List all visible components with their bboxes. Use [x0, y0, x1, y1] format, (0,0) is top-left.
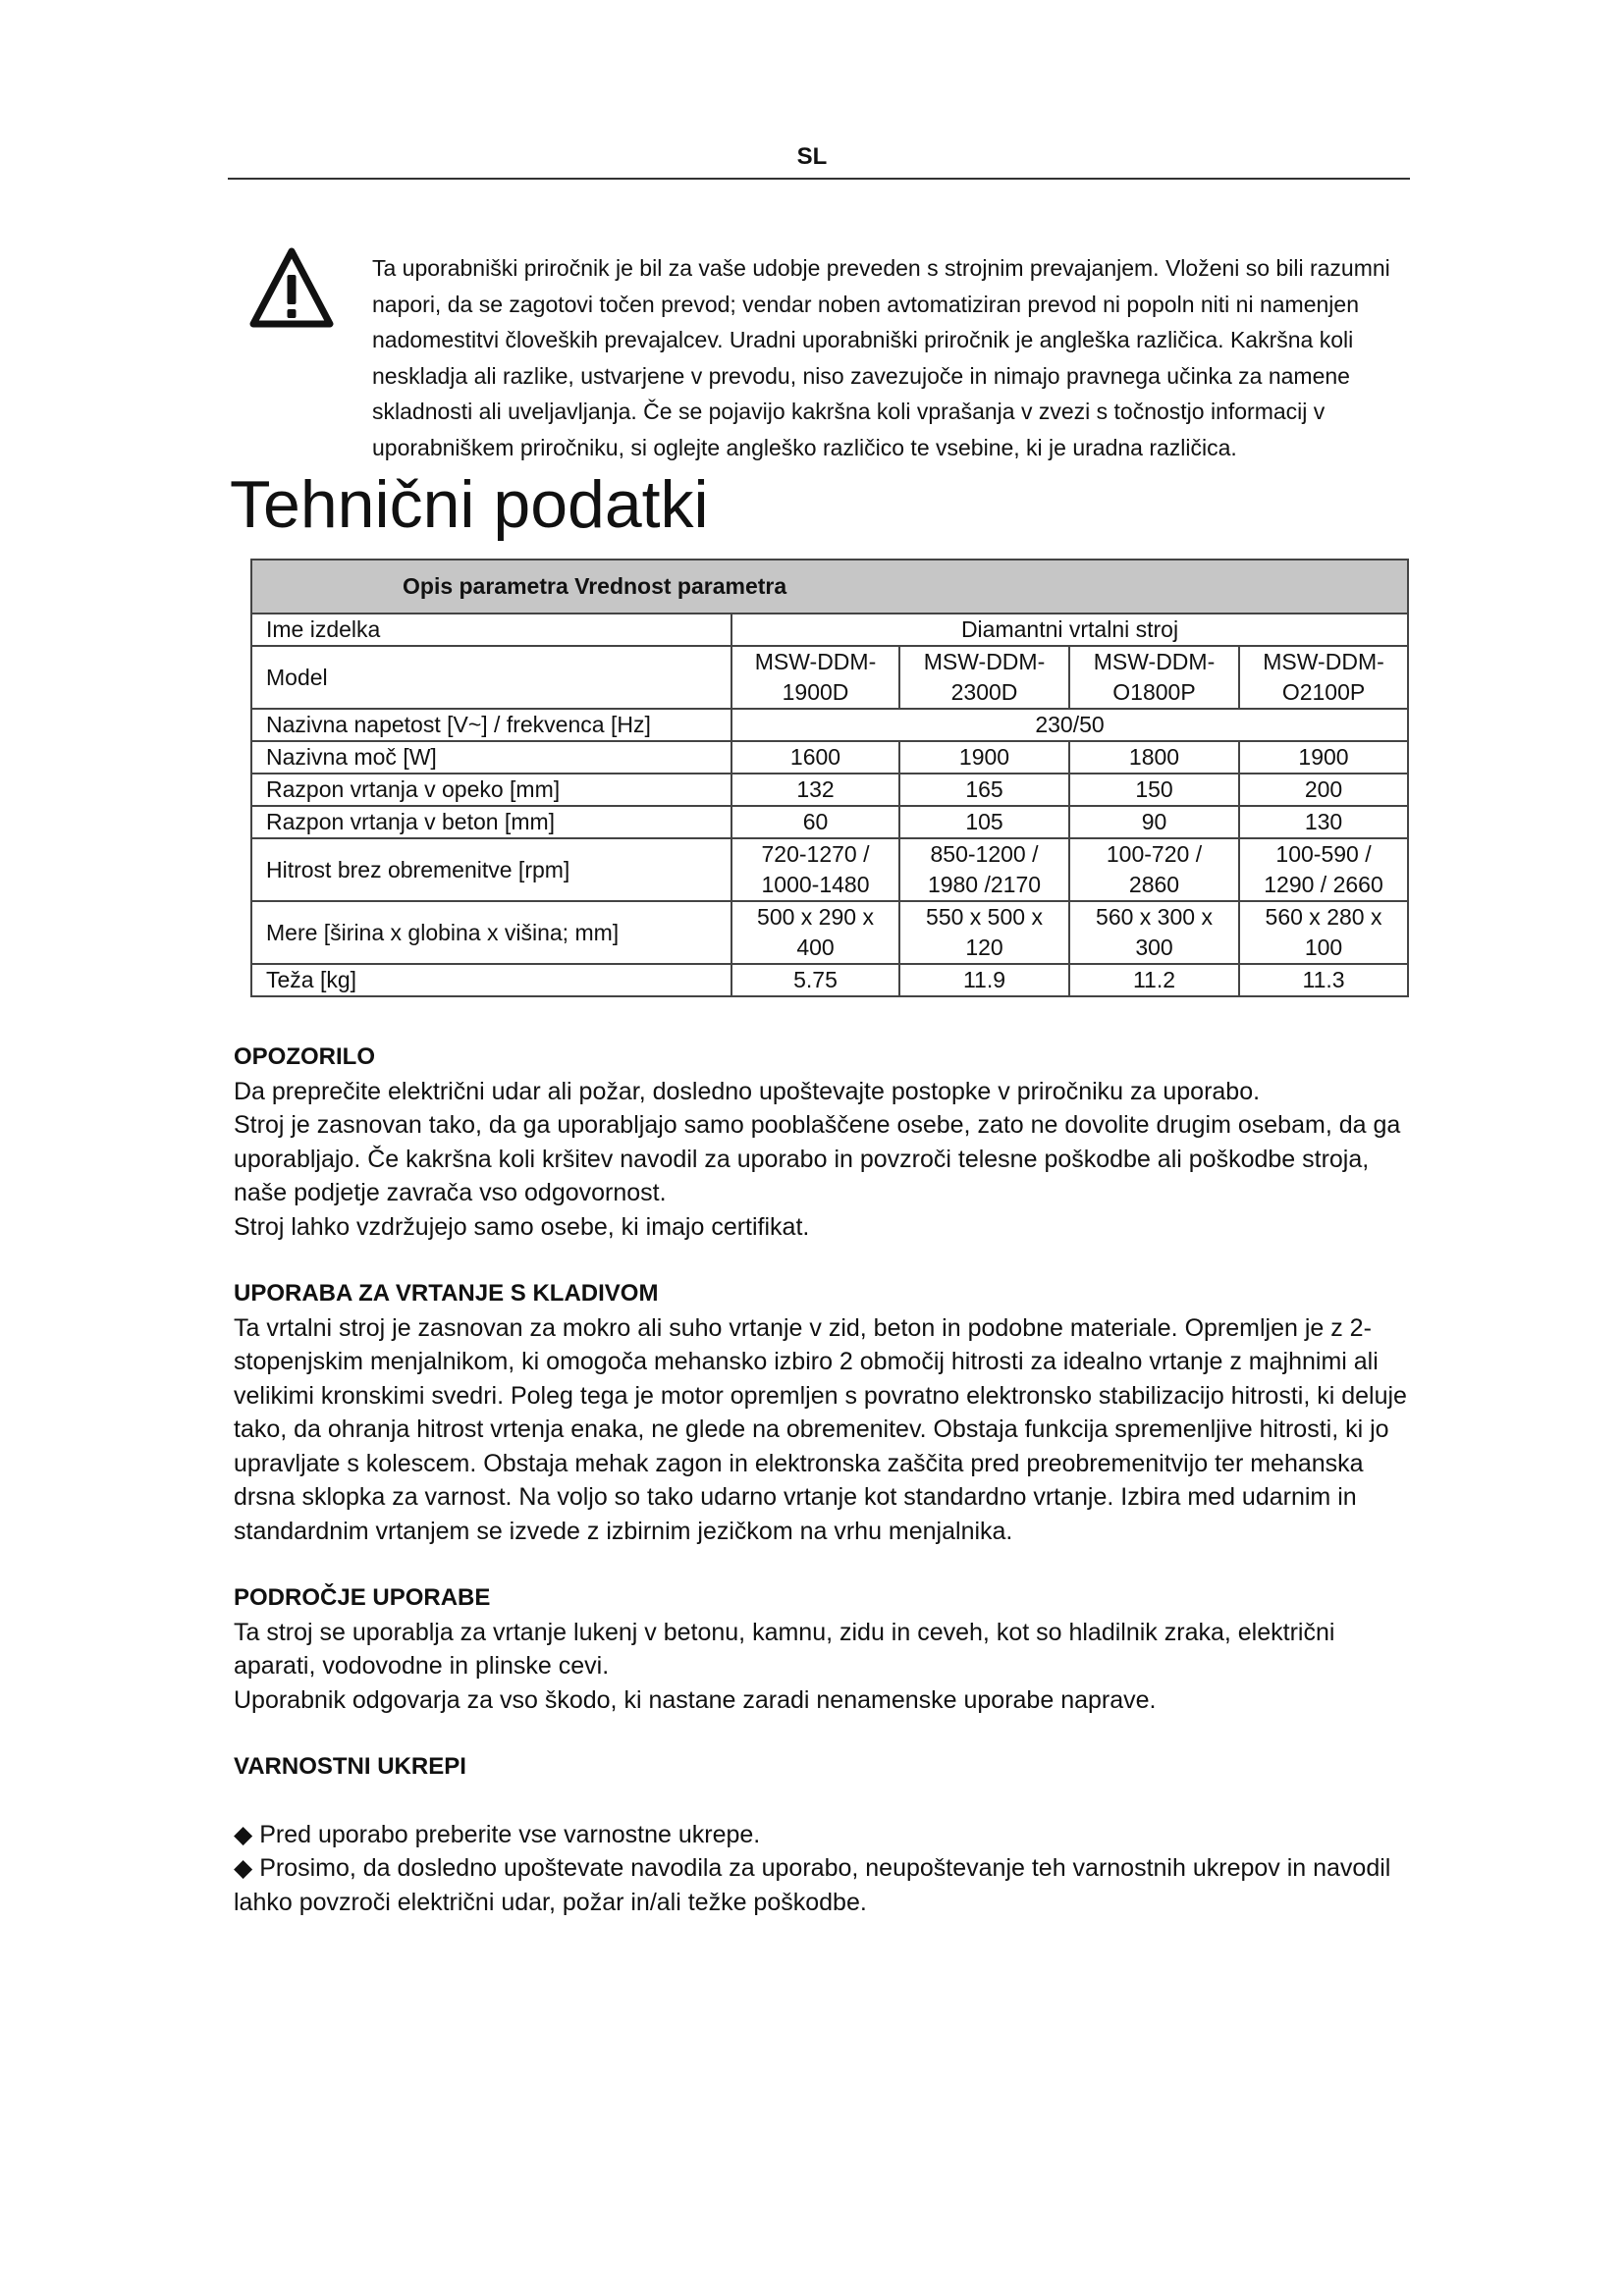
table-row [251, 614, 1408, 646]
paragraph: Ta stroj se uporablja za vrtanje lukenj v betonu, kamnu, zidu in ceveh, kot so hladilnik zraka, električni aparati, vodovodne in plinske cevi. [234, 1618, 1335, 1680]
table-cell [1069, 646, 1239, 709]
table-cell: Diamantni vrtalni stroj [731, 614, 1408, 646]
list-item [234, 1851, 1422, 1919]
cell-line: MSW-DDM- [754, 649, 877, 674]
list-item-text: Prosimo, da dosledno upoštevate navodila za uporabo, neupoštevanje teh varnostnih ukrepov in navodil lahko povzroči električni udar, požar in/ali težke poškodbe. [234, 1854, 1391, 1916]
table-cell: 1900 [899, 741, 1069, 774]
bullet-list [234, 1818, 1422, 1920]
table-cell: 200 [1239, 774, 1408, 806]
cell-line: 1900D [782, 679, 849, 705]
table-cell [1239, 901, 1408, 964]
table-cell: 1600 [731, 741, 899, 774]
header-divider [228, 178, 1410, 180]
table-row [251, 901, 1408, 964]
cell-line: 300 [1135, 934, 1173, 960]
row-label: Nazivna moč [W] [251, 741, 731, 774]
row-label: Hitrost brez obremenitve [rpm] [251, 838, 731, 901]
cell-line: 1290 / 2660 [1264, 872, 1383, 897]
warning-triangle-icon [249, 247, 334, 328]
table-cell: 11.9 [899, 964, 1069, 996]
section-heading: PODROČJE UPORABE [234, 1584, 491, 1611]
diamond-bullet-icon: ◆ [234, 1854, 253, 1882]
row-label: Model [251, 646, 731, 709]
table-cell: 90 [1069, 806, 1239, 838]
cell-line: 720-1270 / [761, 841, 870, 867]
table-row [251, 709, 1408, 741]
table-cell [731, 901, 899, 964]
table-cell [1239, 838, 1408, 901]
section-heading: VARNOSTNI UKREPI [234, 1753, 466, 1780]
cell-line: 100-720 / [1106, 841, 1203, 867]
table-cell: 165 [899, 774, 1069, 806]
table-cell [1069, 901, 1239, 964]
cell-line: 2300D [950, 679, 1018, 705]
cell-line: 560 x 300 x [1096, 904, 1213, 930]
language-code: SL [796, 143, 828, 170]
row-label: Razpon vrtanja v beton [mm] [251, 806, 731, 838]
warning-section [234, 1041, 1422, 1244]
paragraph: Stroj je zasnovan tako, da ga uporabljajo samo pooblaščene osebe, zato ne dovolite drugim osebam, da ga uporabljajo. Če kakršna koli kršitev navodil za uporabo in povzroči telesne poškodbe ali poškodbe stroja, naše podjetje zavrača vso odgovornost. [234, 1111, 1401, 1206]
table-row [251, 964, 1408, 996]
diamond-bullet-icon: ◆ [234, 1820, 253, 1848]
table-row [251, 774, 1408, 806]
list-item [234, 1818, 1422, 1852]
row-label: Mere [širina x globina x višina; mm] [251, 901, 731, 964]
cell-line: 1980 /2170 [927, 872, 1042, 897]
row-label: Razpon vrtanja v opeko [mm] [251, 774, 731, 806]
cell-line: 500 x 290 x [757, 904, 874, 930]
table-row [251, 806, 1408, 838]
cell-line: 850-1200 / [930, 841, 1039, 867]
main-content [234, 1041, 1422, 1952]
spec-table [250, 559, 1409, 997]
row-label: Nazivna napetost [V~] / frekvenca [Hz] [251, 709, 731, 741]
section-heading: UPORABA ZA VRTANJE S KLADIVOM [234, 1280, 659, 1307]
cell-line: 120 [965, 934, 1003, 960]
cell-line: 560 x 280 x [1265, 904, 1382, 930]
table-cell [1069, 838, 1239, 901]
list-item-text: Pred uporabo preberite vse varnostne ukrepe. [259, 1820, 761, 1848]
table-cell: 150 [1069, 774, 1239, 806]
cell-line: MSW-DDM- [1263, 649, 1384, 674]
scope-section [234, 1581, 1422, 1717]
translation-notice: Ta uporabniški priročnik je bil za vaše udobje preveden s strojnim prevajanjem. Vloženi so bili razumni napori, da se zagotovi točen prevod; vendar noben avtomatiziran prevod ni popoln niti ni namenjen nadomestitvi človeških prevajalcev. Uradni uporabniški priročnik je angleška različica. Kakršna koli neskladja ali razlike, ustvarjene v prevodu, niso zavezujoče in nimajo pravnega učinka za namene skladnosti ali uveljavljanja. Če se pojavijo kakršna koli vprašanja v zvezi s točnostjo informacij v uporabniškem priročniku, si oglejte angleško različico te vsebine, ki je uradna različica. [372, 255, 1390, 460]
cell-line: 100-590 / [1275, 841, 1372, 867]
paragraph: Uporabnik odgovarja za vso škodo, ki nastane zaradi nenamenske uporabe naprave. [234, 1685, 1157, 1714]
table-cell [731, 838, 899, 901]
paragraph: Stroj lahko vzdržujejo samo osebe, ki imajo certifikat. [234, 1212, 810, 1241]
table-row [251, 838, 1408, 901]
table-cell: 1800 [1069, 741, 1239, 774]
table-header: Opis parametra Vrednost parametra [251, 560, 1408, 614]
table-cell [1239, 646, 1408, 709]
cell-line: 400 [796, 934, 835, 960]
table-cell: 230/50 [731, 709, 1408, 741]
safety-section [234, 1750, 1422, 1919]
table-row [251, 741, 1408, 774]
table-cell: 11.3 [1239, 964, 1408, 996]
row-label: Teža [kg] [251, 964, 731, 996]
hammer-drilling-section [234, 1277, 1422, 1548]
table-cell: 1900 [1239, 741, 1408, 774]
table-cell: 132 [731, 774, 899, 806]
paragraph: Ta vrtalni stroj je zasnovan za mokro ali suho vrtanje v zid, beton in podobne materiale. Opremljen je z 2-stopenjskim menjalnikom, ki omogoča mehansko izbiro 2 območij hitrosti za idealno vrtanje z majhnimi ali velikimi kronskimi svedri. Poleg tega je motor opremljen s povratno elektronsko stabilizacijo hitrosti, ki deluje tako, da ohranja hitrost vrtenja enaka, ne glede na obremenitev. Obstaja funkcija spremenljive hitrosti, ki jo upravljate s kolescem. Obstaja mehak zagon in elektronska zaščita pred preobremenitvijo ter mehanska drsna sklopka za varnost. Na voljo so tako udarno vrtanje kot standardno vrtanje. Izbira med udarnim in standardnim vrtanjem se izvede z izbirnim jezičkom na vrhu menjalnika. [234, 1313, 1407, 1545]
table-header-row [251, 560, 1408, 614]
row-label: Ime izdelka [251, 614, 731, 646]
table-cell: 105 [899, 806, 1069, 838]
cell-line: O2100P [1281, 679, 1366, 705]
cell-line: 550 x 500 x [926, 904, 1043, 930]
paragraph: Da preprečite električni udar ali požar, dosledno upoštevajte postopke v priročniku za uporabo. [234, 1077, 1261, 1105]
table-cell: 130 [1239, 806, 1408, 838]
table-cell: 60 [731, 806, 899, 838]
cell-line: 1000-1480 [761, 872, 870, 897]
table-row [251, 646, 1408, 709]
cell-line: 100 [1304, 934, 1343, 960]
cell-line: MSW-DDM- [1093, 649, 1216, 674]
cell-line: MSW-DDM- [923, 649, 1046, 674]
table-cell [899, 901, 1069, 964]
section-heading: OPOZORILO [234, 1043, 375, 1070]
cell-line: 2860 [1128, 872, 1180, 897]
page-title: Tehnični podatki [230, 467, 709, 542]
table-cell: 5.75 [731, 964, 899, 996]
table-cell [731, 646, 899, 709]
table-cell: 11.2 [1069, 964, 1239, 996]
table-cell [899, 646, 1069, 709]
cell-line: O1800P [1112, 679, 1196, 705]
table-cell [899, 838, 1069, 901]
